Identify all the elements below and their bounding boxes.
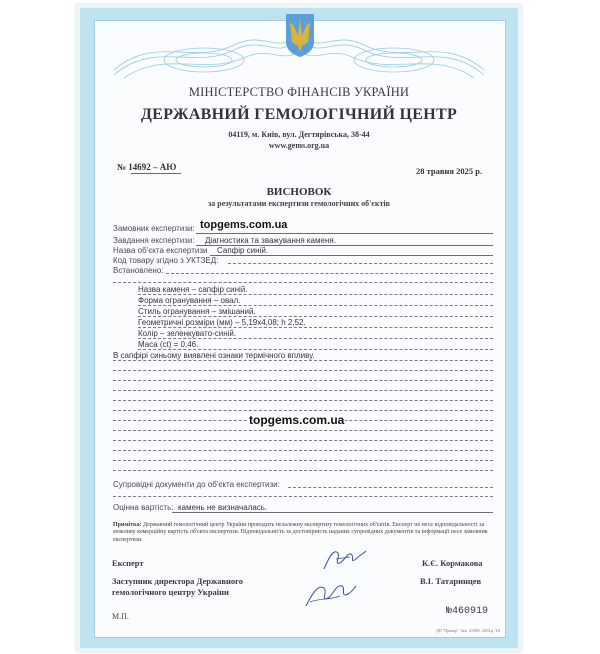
- watermark-text-secondary: topgems.com.ua: [249, 413, 345, 427]
- finding-stone-name: Назва каменя – сапфір синій.: [138, 285, 248, 294]
- blank-line: [113, 470, 493, 471]
- blank-line: [113, 282, 493, 283]
- ministry-name: МІНІСТЕРСТВО ФІНАНСІВ УКРАЇНИ: [188, 85, 410, 99]
- task-value: Діагностика та зважування каменя.: [205, 236, 336, 245]
- note-heading: Примітка:: [113, 522, 142, 528]
- print-info: ДП "Прапор". Зам. 41/805. 2024 р. Т.6: [436, 628, 501, 633]
- finding-mass: Маса (ct) = 0,46.: [138, 340, 199, 349]
- blank-line: [113, 430, 493, 431]
- stamp-label: М.П.: [112, 612, 129, 621]
- blank-line: [113, 400, 493, 401]
- expert-label: Експерт: [112, 558, 144, 568]
- blank-line: [113, 460, 493, 461]
- center-address: 04119, м. Київ, вул. Дегтярівська, 38-44: [228, 130, 370, 139]
- blank-line: [113, 410, 493, 411]
- finding-line: [138, 327, 493, 328]
- note-text: Державний гемологічний центр України проводить незалежну експертизу гемологічних об'єктів. Експерт не несе відповідальності за можливу комерційну вартість об'єкта експертизи. Відповідальність за достовірність наданих супровідних документів та інформації несе замовник експертизи.: [113, 522, 488, 543]
- value-line: [172, 512, 493, 513]
- finding-cut-style: Стиль огранування – змішаний.: [138, 307, 256, 316]
- docs-line: [288, 487, 493, 488]
- code-line: [228, 263, 493, 264]
- document-number-underline: [131, 173, 181, 174]
- value-value: камень не визначалась.: [178, 503, 268, 512]
- center-website: www.gems.org.ua: [268, 141, 330, 150]
- finding-cut-shape: Форма огранування – овал.: [138, 296, 241, 305]
- document-number: № 14692 – АЮ: [117, 162, 177, 172]
- finding-color: Колір – зеленкувато-синій.: [138, 329, 237, 338]
- serial-number: №460919: [446, 606, 489, 617]
- deputy-name: В.І. Татаринцев: [420, 576, 482, 586]
- finding-line: [138, 305, 493, 306]
- customer-label: Замовник експертизи:: [113, 224, 195, 233]
- established-label: Встановлено:: [113, 266, 164, 275]
- conclusion-line: [113, 360, 493, 361]
- document-title: ВИСНОВОК: [266, 186, 332, 198]
- conclusion-text: В сапфірі синьому виявлені ознаки термічного впливу.: [113, 351, 315, 360]
- finding-dimensions: Геометричні розміри (мм) – 5,19х4,08; h 2,52.: [138, 318, 306, 327]
- object-label: Назва об'єкта експертизи: [113, 246, 208, 255]
- disclaimer-note: [113, 522, 493, 544]
- established-line: [166, 273, 493, 274]
- task-label: Завдання експертизи:: [113, 236, 195, 245]
- deputy-title-line1: Заступник директора Державного: [112, 576, 244, 586]
- blank-line: [113, 390, 493, 391]
- object-value: Сапфір синій.: [217, 246, 269, 255]
- docs-label: Супровідні документи до об'єкта експертизи:: [113, 480, 280, 489]
- code-label: Код товару згідно з УКТЗЕД:: [113, 256, 219, 265]
- value-label: Оцінна вартість:: [113, 503, 174, 512]
- blank-line: [113, 440, 493, 441]
- deputy-signature-icon: [300, 576, 360, 610]
- finding-line: [138, 294, 493, 295]
- finding-line: [138, 338, 493, 339]
- object-line: [210, 255, 493, 256]
- watermark-text: topgems.com.ua: [200, 219, 288, 231]
- finding-line: [138, 349, 493, 350]
- expert-name: К.Є. Кормакова: [422, 558, 483, 568]
- deputy-title-line2: гемологічного центру України: [112, 587, 229, 597]
- document-subtitle: за результатами експертизи гемологічних об'єктів: [208, 199, 390, 208]
- finding-line: [138, 316, 493, 317]
- blank-line: [113, 380, 493, 381]
- document-date: 28 травня 2025 р.: [416, 166, 483, 176]
- trident-emblem-icon: [284, 12, 316, 58]
- customer-line: [196, 233, 493, 234]
- blank-line: [113, 496, 493, 497]
- blank-line: [113, 370, 493, 371]
- center-title: ДЕРЖАВНИЙ ГЕМОЛОГІЧНИЙ ЦЕНТР: [140, 106, 458, 123]
- expert-signature-icon: [320, 545, 370, 573]
- blank-line: [113, 450, 493, 451]
